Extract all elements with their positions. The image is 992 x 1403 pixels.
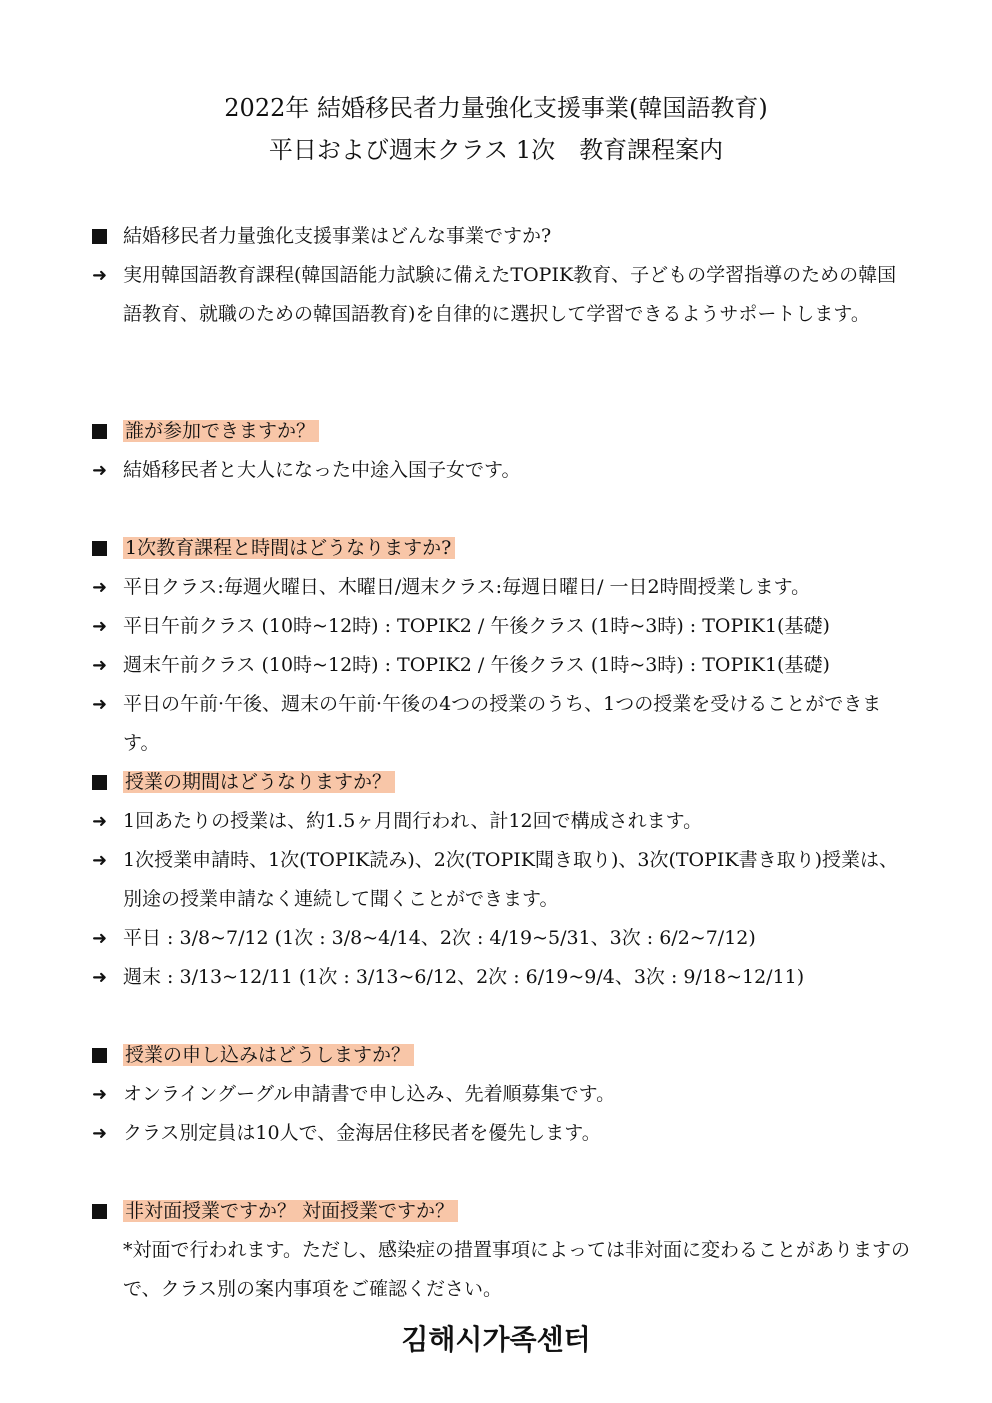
arrow-right-icon: ➜ [92, 811, 108, 832]
square-bullet-icon [92, 763, 120, 804]
arrow-right-icon: ➜ [92, 616, 108, 637]
arrow-right-icon: ➜ [92, 694, 108, 715]
document-title-line2: 平日および週末クラス 1次 教育課程案内 [268, 136, 724, 164]
list-item: ➜ 1次授業申請時、1次(TOPIK読み)、2次(TOPIK聞き取り)、3次(TOPIK書き取り)授業は、別途の授業申請なく連続して聞くことができます。 [92, 841, 912, 919]
square-bullet-icon [92, 1036, 120, 1077]
list-item: ➜ 平日クラス:毎週火曜日、木曜日/週末クラス:毎週日曜日/ 一日2時間授業します。 [92, 568, 912, 607]
section-heading-about: 結婚移民者力量強化支援事業はどんな事業ですか? [92, 217, 912, 256]
list-item: ➜ 平日の午前·午後、週末の午前·午後の4つの授業のうち、1つの授業を受けることができます。 [92, 685, 912, 763]
square-bullet-icon [92, 217, 120, 258]
list-item: ➜ オンライングーグル申請書で申し込み、先着順募集です。 [92, 1075, 912, 1114]
section-heading-eligibility: 誰が参加できますか？ [92, 412, 912, 451]
list-item: ➜ 週末 : 3/13~12/11 (1次 : 3/13~6/12、2次 : 6/19~9/4、3次 : 9/18~12/11) [92, 958, 912, 997]
square-bullet-icon [92, 412, 120, 453]
section-heading-application: 授業の申し込みはどうしますか？ [92, 1036, 912, 1075]
arrow-right-icon: ➜ [92, 928, 108, 949]
arrow-right-icon: ➜ [92, 265, 108, 286]
organization-name: 김해시가족센터 [401, 1323, 591, 1356]
section-heading-period: 授業の期間はどうなりますか？ [92, 763, 912, 802]
section-heading-schedule: 1次教育課程と時間はどうなりますか? [92, 529, 912, 568]
arrow-right-icon: ➜ [92, 967, 108, 988]
arrow-right-icon: ➜ [92, 655, 108, 676]
arrow-right-icon: ➜ [92, 1084, 108, 1105]
arrow-right-icon: ➜ [92, 577, 108, 598]
list-item: ➜ 平日午前クラス (10時~12時) : TOPIK2 / 午後クラス (1時~3時) : TOPIK1(基礎) [92, 607, 912, 646]
document-title-line1: 2022年 結婚移民者力量強化支援事業(韓国語教育) [224, 94, 768, 122]
arrow-right-icon: ➜ [92, 460, 108, 481]
arrow-right-icon: ➜ [92, 1123, 108, 1144]
list-item: ➜ 1回あたりの授業は、約1.5ヶ月間行われ、計12回で構成されます。 [92, 802, 912, 841]
square-bullet-icon [92, 1192, 120, 1233]
list-item: ➜ 実用韓国語教育課程(韓国語能力試験に備えたTOPIK教育、子どもの学習指導のための韓国語教育、就職のための韓国語教育)を自律的に選択して学習できるようサポートします。 [92, 256, 912, 334]
list-item: ➜ 週末午前クラス (10時~12時) : TOPIK2 / 午後クラス (1時~3時) : TOPIK1(基礎) [92, 646, 912, 685]
note-text: *対面で行われます。ただし、感染症の措置事項によっては非対面に変わることがありますので、クラス別の案内事項をご確認ください。 [123, 1239, 910, 1300]
list-item: ➜ クラス別定員は10人で、金海居住移民者を優先します。 [92, 1114, 912, 1153]
list-item: ➜ 結婚移民者と大人になった中途入国子女です。 [92, 451, 912, 490]
section-heading-format: 非対面授業ですか？ 対面授業ですか？ [92, 1192, 912, 1231]
square-bullet-icon [92, 529, 120, 570]
list-item: ➜ 平日 : 3/8~7/12 (1次 : 3/8~4/14、2次 : 4/19~5/31、3次 : 6/2~7/12) [92, 919, 912, 958]
arrow-right-icon: ➜ [92, 850, 108, 871]
